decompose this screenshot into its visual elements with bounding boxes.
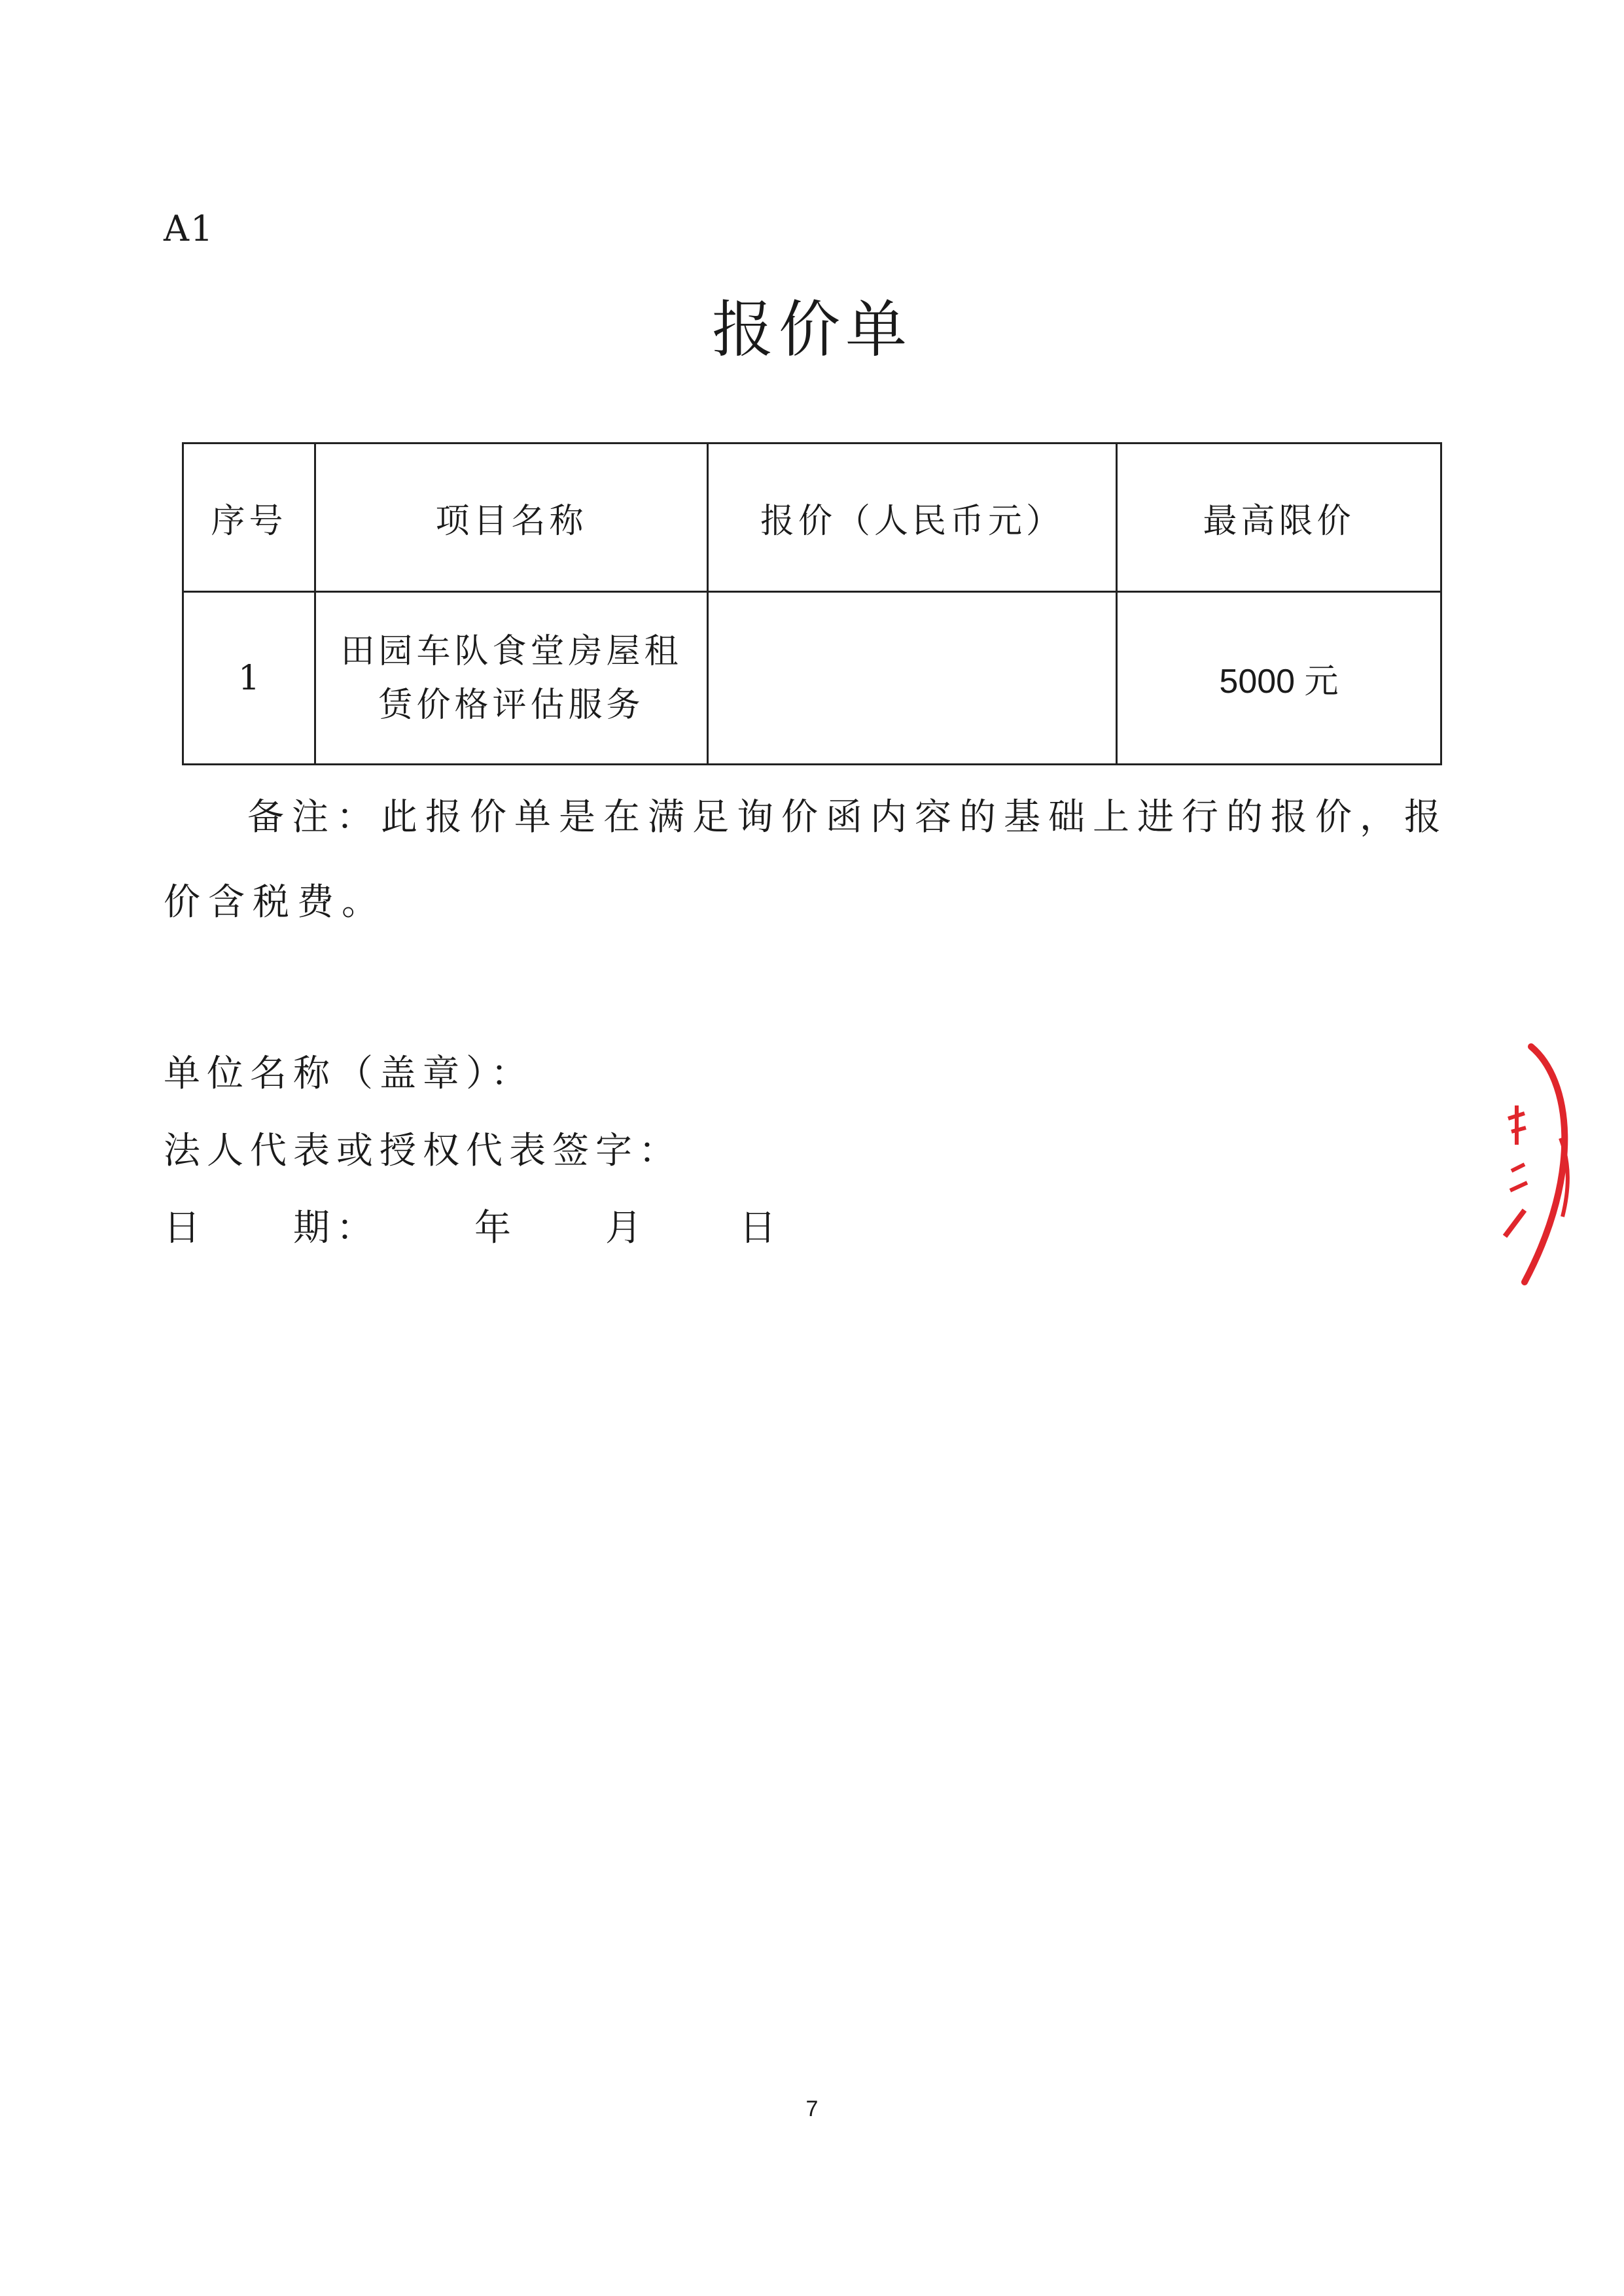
header-quote: 报价（人民币元） <box>708 444 1117 592</box>
page-title: 报价单 <box>711 294 912 366</box>
seal-mark-2 <box>1510 1164 1527 1191</box>
cell-item-name <box>315 592 708 765</box>
seal-mark-1 <box>1508 1105 1526 1145</box>
cell-max-price: 5000 元 <box>1117 592 1441 765</box>
date-month-label: 月 <box>605 1207 648 1249</box>
date-label: 日 期： <box>164 1207 380 1249</box>
header-item-name: 项目名称 <box>315 444 708 592</box>
seal-mark-3 <box>1505 1210 1525 1236</box>
header-max-price: 最高限价 <box>1117 444 1441 592</box>
official-seal-fragment <box>1485 1040 1590 1289</box>
table-row <box>183 592 1441 765</box>
cell-index: 1 <box>183 592 315 765</box>
date-day-label: 日 <box>739 1207 783 1249</box>
document-code: A1 <box>164 208 215 249</box>
note-paragraph: 备注：此报价单是在满足询价函内容的基础上进行的报价，报价含税费。 <box>164 796 1449 924</box>
cell-quote[interactable] <box>708 592 1117 765</box>
quotation-table <box>182 442 1442 765</box>
date-year-label: 年 <box>474 1207 518 1249</box>
table-header-row <box>183 444 1441 592</box>
page-number: 7 <box>805 2096 819 2121</box>
item-name-line-1: 田园车队食堂房屋租 <box>340 631 682 671</box>
header-index: 序号 <box>183 444 315 592</box>
unit-name-label: 单位名称（盖章）： <box>164 1052 534 1095</box>
seal-arc <box>1525 1047 1564 1282</box>
representative-signature-label: 法人代表或授权代表签字： <box>164 1130 682 1172</box>
item-name-line-2: 赁价格评估服务 <box>378 685 644 725</box>
